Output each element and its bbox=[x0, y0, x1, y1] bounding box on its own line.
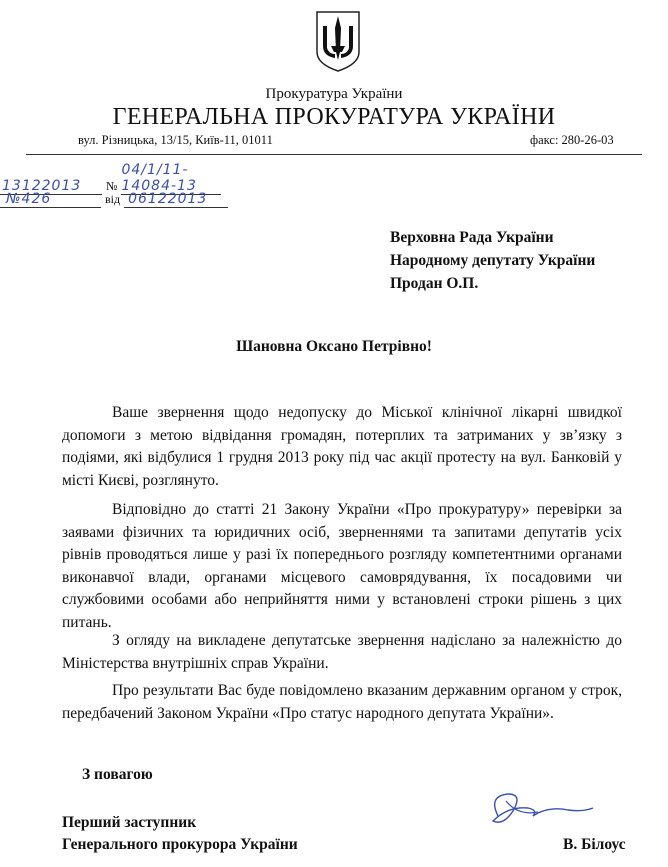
number-label: № bbox=[106, 179, 118, 193]
coat-of-arms-trident-icon bbox=[313, 8, 363, 74]
address: вул. Різницька, 13/15, Київ-11, 01011 bbox=[78, 133, 273, 147]
body-paragraph: Відповідно до статті 21 Закону України «Про прокуратуру» перевірки за заявами фізичних та юридичних осіб, зверненнями та запитами депутатів усіх рівнів проводяться лише у разі їх попереднього розгляду компетентними органами виконавчої влади, органами місцевого самоврядування, їх посадовими чи службовими особами або неприйняття ними у встановлені строки рішень з цих питань. bbox=[62, 501, 622, 631]
reference-line bbox=[0, 190, 228, 208]
signer-position: Генерального прокурора України bbox=[62, 836, 298, 853]
signer-name: В. Білоус bbox=[563, 836, 626, 853]
reference-number: №426 bbox=[0, 191, 101, 208]
body-paragraph: Про результати Вас буде повідомлено вказаним державним органом у строк, передбачений Законом України «Про статус народного депутата України». bbox=[62, 682, 622, 722]
fax: факс: 280-26-03 bbox=[530, 133, 614, 147]
signer-position: Перший заступник bbox=[62, 814, 197, 831]
recipient-line: Продан О.П. bbox=[390, 275, 479, 292]
recipient-line: Народному депутату України bbox=[390, 252, 596, 269]
handwritten-signature-icon bbox=[478, 786, 598, 836]
registration-number: 04/1/11-14084-13 bbox=[121, 162, 221, 195]
header-divider bbox=[26, 154, 642, 155]
body-paragraph: З огляду на викладене депутатське звернення надіслано за належністю до Міністерства внутрішніх справ України. bbox=[62, 632, 622, 672]
recipient-line: Верховна Рада України bbox=[390, 229, 554, 246]
reference-date: 06122013 bbox=[124, 191, 228, 208]
organization-subtitle: Прокуратура України bbox=[265, 86, 403, 102]
greeting: Шановна Оксано Петрівно! bbox=[236, 338, 432, 355]
organization-title: ГЕНЕРАЛЬНА ПРОКУРАТУРА УКРАЇНИ bbox=[112, 104, 556, 130]
from-label: від bbox=[105, 192, 121, 206]
body-paragraph: Ваше звернення щодо недопуску до Міської клінічної лікарні швидкої допомоги з метою відвідання громадян, потерплих та затриманих у зв’язку з подіями, які відбулися 1 грудня 2013 року під час акції протесту на вул. Банковій у місті Києві, розглянуто. bbox=[62, 404, 622, 489]
closing-regards: З повагою bbox=[82, 766, 153, 783]
registration-date: 13122013 bbox=[0, 178, 102, 195]
